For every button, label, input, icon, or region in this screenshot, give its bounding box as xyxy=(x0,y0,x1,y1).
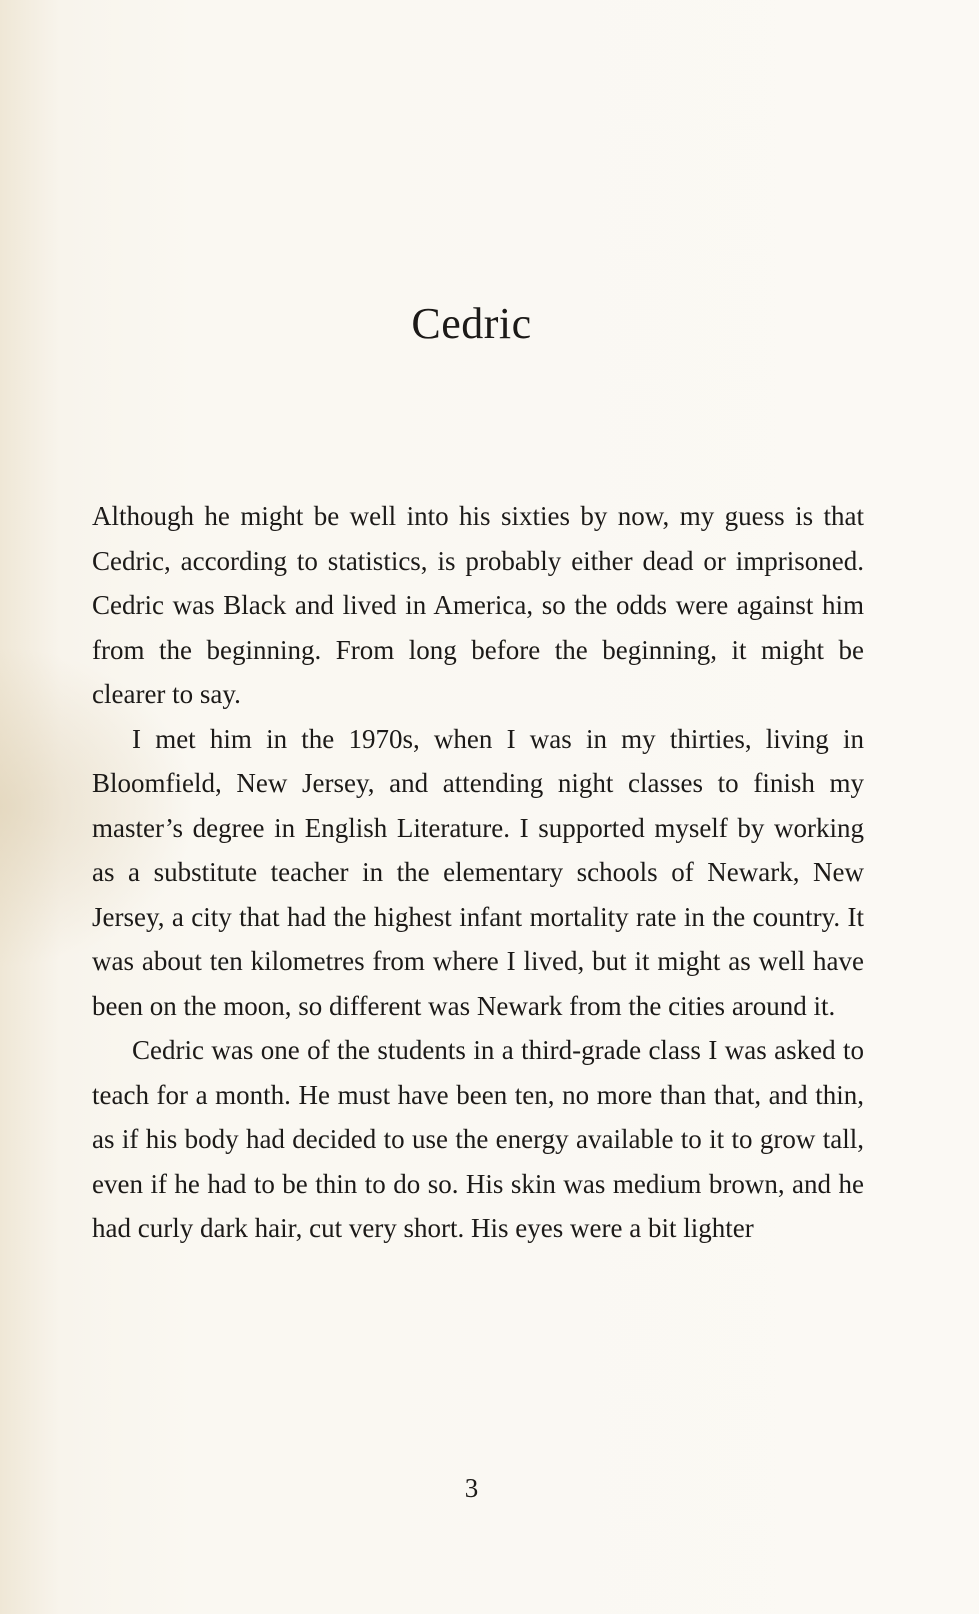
paragraph-3: Cedric was one of the students in a third-grade class I was asked to teach for a month. He must have been ten, no more than that, and thin, as if his body had decided to use the energy available to it to grow tall, even if he had to be thin to do so. His skin was medium brown, and he had curly dark hair, cut very short. His eyes were a bit lighter xyxy=(92,1035,864,1243)
paragraph-2: I met him in the 1970s, when I was in my thirties, living in Bloomfield, New Jersey, and attending night classes to finish my master’s degree in English Literature. I supported myself by working as a substitute teacher in the elementary schools of Newark, New Jersey, a city that had the highest infant mortality rate in the country. It was about ten kilometres from where I lived, but it might as well have been on the moon, so different was Newark from the cities around it. xyxy=(92,723,864,1021)
page-number: 3 xyxy=(464,1473,479,1503)
paragraph-1: Although he might be well into his sixties by now, my guess is that Cedric, according to statistics, is probably either dead or imprisoned. Cedric was Black and lived in America, so the odds were against him from the beginning. From long before the beginning, it might be clearer to say. xyxy=(92,501,864,709)
chapter-title: Cedric xyxy=(411,299,532,348)
body-text xyxy=(92,494,864,1251)
